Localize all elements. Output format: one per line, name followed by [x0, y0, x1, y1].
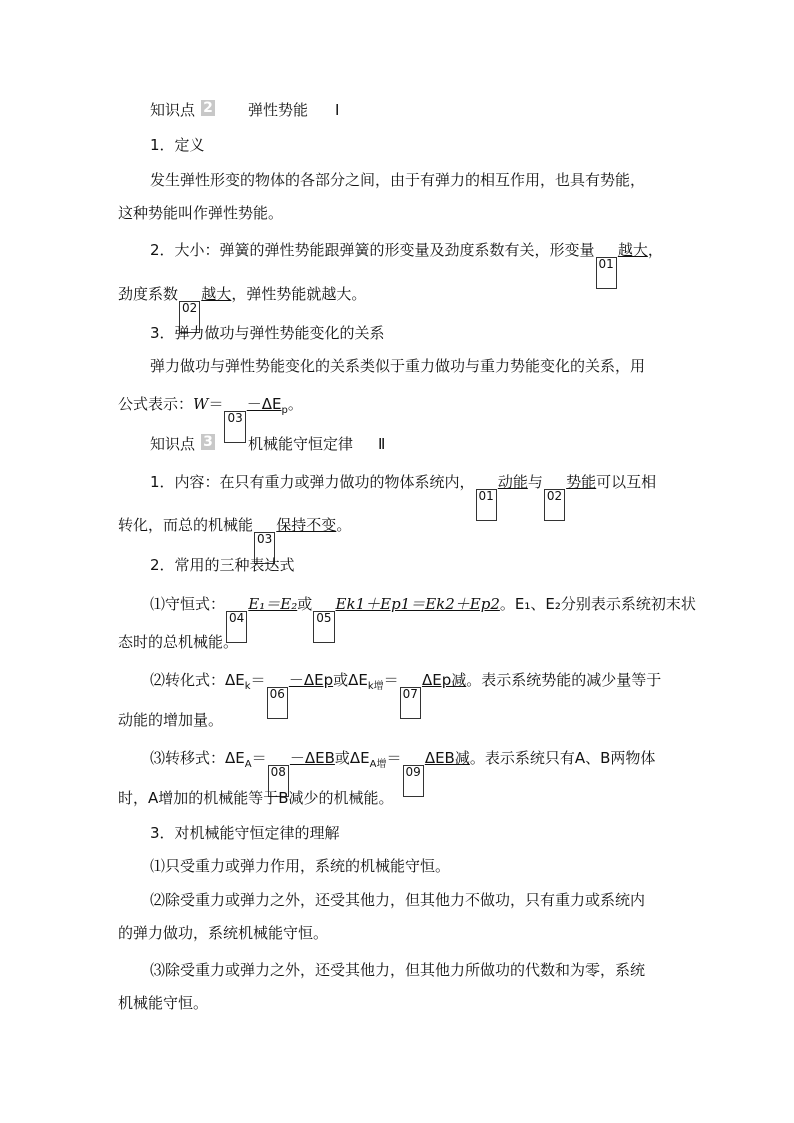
answer-box-number: 01: [596, 257, 617, 289]
text: 2．大小：弹簧的弹性势能跟弹簧的形变量及劲度系数有关，形变量: [150, 241, 595, 259]
text: ，: [647, 241, 663, 259]
text: 这种势能叫作弹性势能。: [118, 204, 284, 222]
answer-box-number: 04: [226, 611, 247, 643]
text: ⑶除受重力或弹力之外，还受其他力，但其他力所做功的代数和为零，系统: [150, 961, 646, 979]
heading-text: 3．弹力做功与弹性势能变化的关系: [150, 324, 385, 342]
subscript: k: [244, 681, 251, 692]
answer-box-number: 08: [268, 765, 289, 797]
section-level: Ⅱ: [378, 435, 386, 453]
answer-box-number: 02: [544, 489, 565, 521]
text: 公式表示：: [118, 395, 194, 413]
text: 。表示系统只有A、B两物体: [469, 749, 656, 767]
text: ⑶转移式：ΔE: [150, 749, 245, 767]
text: 或ΔE: [333, 671, 368, 689]
text: ⑵转化式：ΔE: [150, 671, 245, 689]
text: 与: [527, 473, 543, 491]
text: 1．内容：在只有重力或弹力做功的物体系统内，: [150, 473, 475, 491]
heading-text: 3．对机械能守恒定律的理解: [150, 824, 340, 842]
text: 的弹力做功，系统机械能守恒。: [118, 924, 329, 942]
subscript: k增: [367, 681, 384, 692]
section-prefix: 知识点: [150, 435, 196, 453]
heading-text: 2．常用的三种表达式: [150, 556, 295, 574]
text: ＝: [251, 749, 267, 767]
answer-text: －ΔEp: [288, 671, 334, 689]
text: 。表示系统势能的减少量等于: [466, 671, 662, 689]
answer-box-number: 05: [313, 611, 334, 643]
text: 或ΔE: [334, 749, 370, 767]
content-line: [150, 472, 656, 521]
section-title: 机械能守恒定律: [248, 435, 354, 453]
text: 态时的总机械能。: [118, 633, 239, 651]
answer-box-number: 03: [224, 411, 245, 443]
answer-text: Ek1＋Ep1＝Ek2＋Ep2: [335, 595, 500, 613]
answer-subscript: p: [281, 405, 288, 416]
section-number-badge: 2: [201, 100, 215, 116]
subscript: A增: [369, 759, 387, 770]
answer-box-number: 02: [179, 301, 200, 333]
answer-text: 越大: [201, 285, 232, 303]
subscript: A: [244, 759, 252, 770]
text: 动能的增加量。: [118, 711, 224, 729]
section-title: 弹性势能: [248, 101, 309, 119]
answer-text: －ΔEB: [289, 749, 335, 767]
text: 。: [336, 516, 352, 534]
text: ⑵除受重力或弹力之外，还受其他力，但其他力不做功，只有重力或系统内: [150, 891, 646, 909]
answer-text: ΔEp减: [421, 671, 467, 689]
text: ⑴只受重力或弹力作用，系统的机械能守恒。: [150, 857, 451, 875]
answer-text: 势能: [566, 473, 597, 491]
answer-main: －ΔE: [246, 395, 282, 413]
text: 弹力做功与弹性势能变化的关系类似于重力做功与重力势能变化的关系，用: [150, 357, 646, 375]
text: ＝: [386, 749, 402, 767]
text: ＝: [383, 671, 399, 689]
text: 时，A增加的机械能等于B减少的机械能。: [118, 789, 394, 807]
section-prefix: 知识点: [150, 101, 196, 119]
answer-box-number: 01: [476, 489, 497, 521]
answer-box-number: 09: [403, 765, 424, 797]
answer-text: 越大: [617, 241, 648, 259]
heading-text: 1．定义: [150, 136, 205, 154]
answer-box-number: 07: [400, 687, 421, 719]
text: 可以互相: [596, 473, 657, 491]
text: 或: [297, 595, 313, 613]
text: ⑴守恒式：: [150, 595, 226, 613]
answer-text: E₁＝E₂: [248, 595, 298, 613]
text: 转化，而总的机械能: [118, 516, 254, 534]
text: ，弹性势能就越大。: [231, 285, 367, 303]
answer-box-number: 03: [254, 532, 275, 564]
section-level: Ⅰ: [335, 101, 340, 119]
text: 。: [287, 395, 303, 413]
formula-line: [150, 670, 661, 719]
text: 劲度系数: [118, 285, 179, 303]
text: ＝: [250, 671, 266, 689]
size-line: [150, 240, 663, 289]
answer-text: ΔEB减: [424, 749, 470, 767]
answer-text: 保持不变: [276, 516, 337, 534]
text: ＝: [208, 395, 224, 413]
text: 。E₁、E₂分别表示系统初末状: [499, 595, 696, 613]
answer-box-number: 06: [267, 687, 288, 719]
formula-symbol: W: [193, 395, 209, 413]
text: 发生弹性形变的物体的各部分之间，由于有弹力的相互作用，也具有势能，: [150, 171, 646, 189]
section-number-badge: 3: [201, 434, 215, 450]
text: 机械能守恒。: [118, 994, 209, 1012]
answer-text: 动能: [497, 473, 528, 491]
answer-text: [246, 395, 288, 416]
